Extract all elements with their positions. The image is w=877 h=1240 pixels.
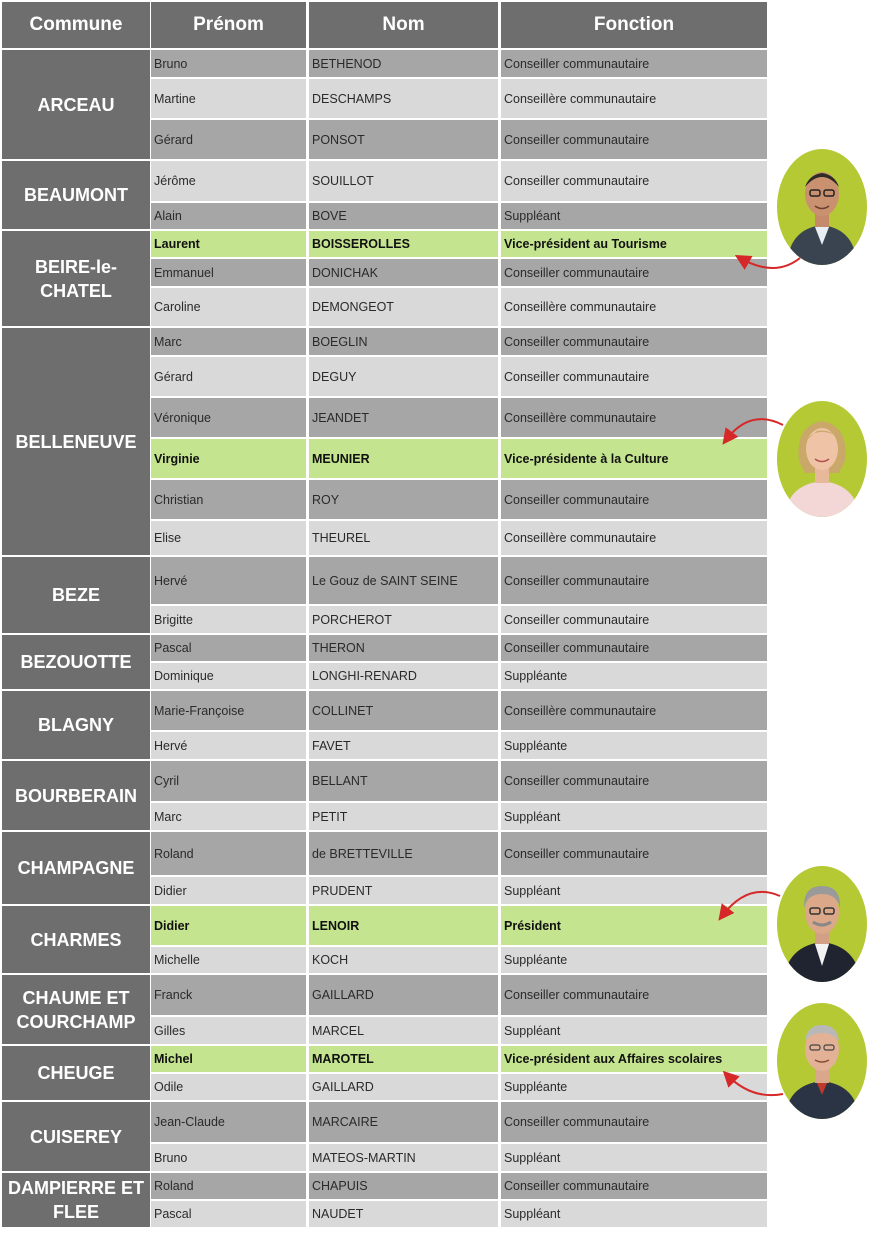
- cell-nom: DEMONGEOT: [309, 288, 498, 326]
- cell-nom: BELLANT: [309, 761, 498, 801]
- cell-fonction: Suppléante: [501, 947, 767, 973]
- cell-fonction: Conseillère communautaire: [501, 288, 767, 326]
- cell-fonction: Vice-présidente à la Culture: [501, 439, 767, 478]
- cell-fonction: Président: [501, 906, 767, 945]
- cell-nom: COLLINET: [309, 691, 498, 730]
- cell-prenom: Michel: [151, 1046, 306, 1072]
- cell-nom: CHAPUIS: [309, 1173, 498, 1199]
- cell-nom: GAILLARD: [309, 1074, 498, 1100]
- cell-prenom: Marc: [151, 328, 306, 355]
- cell-prenom: Gérard: [151, 357, 306, 396]
- cell-fonction: Suppléant: [501, 1017, 767, 1044]
- commune-name: DAMPIERRE ET FLEE: [2, 1173, 150, 1227]
- cell-fonction: Conseiller communautaire: [501, 606, 767, 633]
- cell-prenom: Marc: [151, 803, 306, 830]
- cell-prenom: Laurent: [151, 231, 306, 257]
- cell-nom: MAROTEL: [309, 1046, 498, 1072]
- commune-name: BOURBERAIN: [2, 761, 150, 830]
- commune-name: BEZOUOTTE: [2, 635, 150, 689]
- cell-prenom: Alain: [151, 203, 306, 229]
- cell-fonction: Conseiller communautaire: [501, 832, 767, 875]
- cell-nom: JEANDET: [309, 398, 498, 437]
- cell-nom: ROY: [309, 480, 498, 519]
- cell-nom: MATEOS-MARTIN: [309, 1144, 498, 1171]
- cell-fonction: Suppléant: [501, 803, 767, 830]
- cell-nom: BOISSEROLLES: [309, 231, 498, 257]
- cell-fonction: Conseiller communautaire: [501, 1102, 767, 1142]
- portrait-woman-blonde-icon: [777, 401, 867, 517]
- cell-fonction: Conseiller communautaire: [501, 50, 767, 77]
- cell-prenom: Pascal: [151, 1201, 306, 1227]
- cell-fonction: Conseiller communautaire: [501, 357, 767, 396]
- cell-nom: PETIT: [309, 803, 498, 830]
- cell-nom: BOEGLIN: [309, 328, 498, 355]
- cell-nom: MARCAIRE: [309, 1102, 498, 1142]
- commune-name: BEIRE-le-CHATEL: [2, 231, 150, 326]
- cell-prenom: Véronique: [151, 398, 306, 437]
- cell-prenom: Didier: [151, 877, 306, 904]
- cell-prenom: Martine: [151, 79, 306, 118]
- cell-fonction: Conseiller communautaire: [501, 557, 767, 604]
- cell-fonction: Suppléant: [501, 203, 767, 229]
- cell-prenom: Cyril: [151, 761, 306, 801]
- commune-name: CHEUGE: [2, 1046, 150, 1100]
- cell-prenom: Hervé: [151, 557, 306, 604]
- commune-name: BLAGNY: [2, 691, 150, 759]
- header-fonction: Fonction: [501, 2, 767, 48]
- cell-fonction: Suppléante: [501, 663, 767, 689]
- cell-fonction: Conseiller communautaire: [501, 761, 767, 801]
- commune-name: BEZE: [2, 557, 150, 633]
- cell-prenom: Roland: [151, 1173, 306, 1199]
- cell-prenom: Bruno: [151, 50, 306, 77]
- cell-nom: BOVE: [309, 203, 498, 229]
- cell-prenom: Christian: [151, 480, 306, 519]
- portrait-man-short-grey-hair-icon: [777, 1003, 867, 1119]
- cell-nom: PORCHEROT: [309, 606, 498, 633]
- cell-nom: THERON: [309, 635, 498, 661]
- cell-prenom: Jérôme: [151, 161, 306, 201]
- cell-prenom: Hervé: [151, 732, 306, 759]
- cell-nom: BETHENOD: [309, 50, 498, 77]
- cell-prenom: Pascal: [151, 635, 306, 661]
- commune-name: CUISEREY: [2, 1102, 150, 1171]
- cell-nom: NAUDET: [309, 1201, 498, 1227]
- cell-fonction: Suppléante: [501, 1074, 767, 1100]
- cell-fonction: Vice-président au Tourisme: [501, 231, 767, 257]
- cell-prenom: Odile: [151, 1074, 306, 1100]
- cell-nom: GAILLARD: [309, 975, 498, 1015]
- cell-fonction: Conseiller communautaire: [501, 328, 767, 355]
- cell-nom: DESCHAMPS: [309, 79, 498, 118]
- cell-fonction: Vice-président aux Affaires scolaires: [501, 1046, 767, 1072]
- cell-prenom: Marie-Françoise: [151, 691, 306, 730]
- cell-prenom: Virginie: [151, 439, 306, 478]
- cell-nom: MARCEL: [309, 1017, 498, 1044]
- cell-prenom: Bruno: [151, 1144, 306, 1171]
- cell-prenom: Gilles: [151, 1017, 306, 1044]
- cell-fonction: Conseiller communautaire: [501, 480, 767, 519]
- portrait-man-glasses-vest-icon: [777, 149, 867, 265]
- cell-fonction: Suppléant: [501, 877, 767, 904]
- cell-prenom: Roland: [151, 832, 306, 875]
- cell-nom: de BRETTEVILLE: [309, 832, 498, 875]
- commune-name: CHARMES: [2, 906, 150, 973]
- commune-name: BELLENEUVE: [2, 328, 150, 555]
- cell-nom: FAVET: [309, 732, 498, 759]
- commune-name: CHAMPAGNE: [2, 832, 150, 904]
- commune-name: ARCEAU: [2, 50, 150, 159]
- portrait-man-grey-hair-glasses-icon: [777, 866, 867, 982]
- cell-nom: SOUILLOT: [309, 161, 498, 201]
- cell-prenom: Elise: [151, 521, 306, 555]
- cell-prenom: Franck: [151, 975, 306, 1015]
- cell-fonction: Conseiller communautaire: [501, 259, 767, 286]
- cell-fonction: Conseiller communautaire: [501, 635, 767, 661]
- cell-fonction: Suppléant: [501, 1201, 767, 1227]
- cell-nom: LONGHI-RENARD: [309, 663, 498, 689]
- cell-fonction: Conseiller communautaire: [501, 1173, 767, 1199]
- cell-prenom: Michelle: [151, 947, 306, 973]
- cell-fonction: Conseillère communautaire: [501, 691, 767, 730]
- cell-nom: PONSOT: [309, 120, 498, 159]
- cell-fonction: Conseillère communautaire: [501, 79, 767, 118]
- cell-fonction: Conseiller communautaire: [501, 975, 767, 1015]
- cell-nom: DONICHAK: [309, 259, 498, 286]
- cell-nom: PRUDENT: [309, 877, 498, 904]
- cell-nom: THEUREL: [309, 521, 498, 555]
- cell-nom: DEGUY: [309, 357, 498, 396]
- cell-fonction: Conseillère communautaire: [501, 521, 767, 555]
- cell-nom: LENOIR: [309, 906, 498, 945]
- commune-name: CHAUME ET COURCHAMP: [2, 975, 150, 1044]
- cell-fonction: Conseiller communautaire: [501, 120, 767, 159]
- cell-fonction: Conseiller communautaire: [501, 161, 767, 201]
- cell-prenom: Gérard: [151, 120, 306, 159]
- commune-name: BEAUMONT: [2, 161, 150, 229]
- header-nom: Nom: [309, 2, 498, 48]
- header-prenom: Prénom: [151, 2, 306, 48]
- cell-fonction: Suppléant: [501, 1144, 767, 1171]
- cell-nom: MEUNIER: [309, 439, 498, 478]
- cell-prenom: Emmanuel: [151, 259, 306, 286]
- cell-prenom: Jean-Claude: [151, 1102, 306, 1142]
- header-commune: Commune: [2, 2, 150, 48]
- cell-nom: KOCH: [309, 947, 498, 973]
- cell-fonction: Conseillère communautaire: [501, 398, 767, 437]
- cell-prenom: Brigitte: [151, 606, 306, 633]
- cell-prenom: Caroline: [151, 288, 306, 326]
- cell-nom: Le Gouz de SAINT SEINE: [309, 557, 498, 604]
- cell-prenom: Didier: [151, 906, 306, 945]
- cell-prenom: Dominique: [151, 663, 306, 689]
- cell-fonction: Suppléante: [501, 732, 767, 759]
